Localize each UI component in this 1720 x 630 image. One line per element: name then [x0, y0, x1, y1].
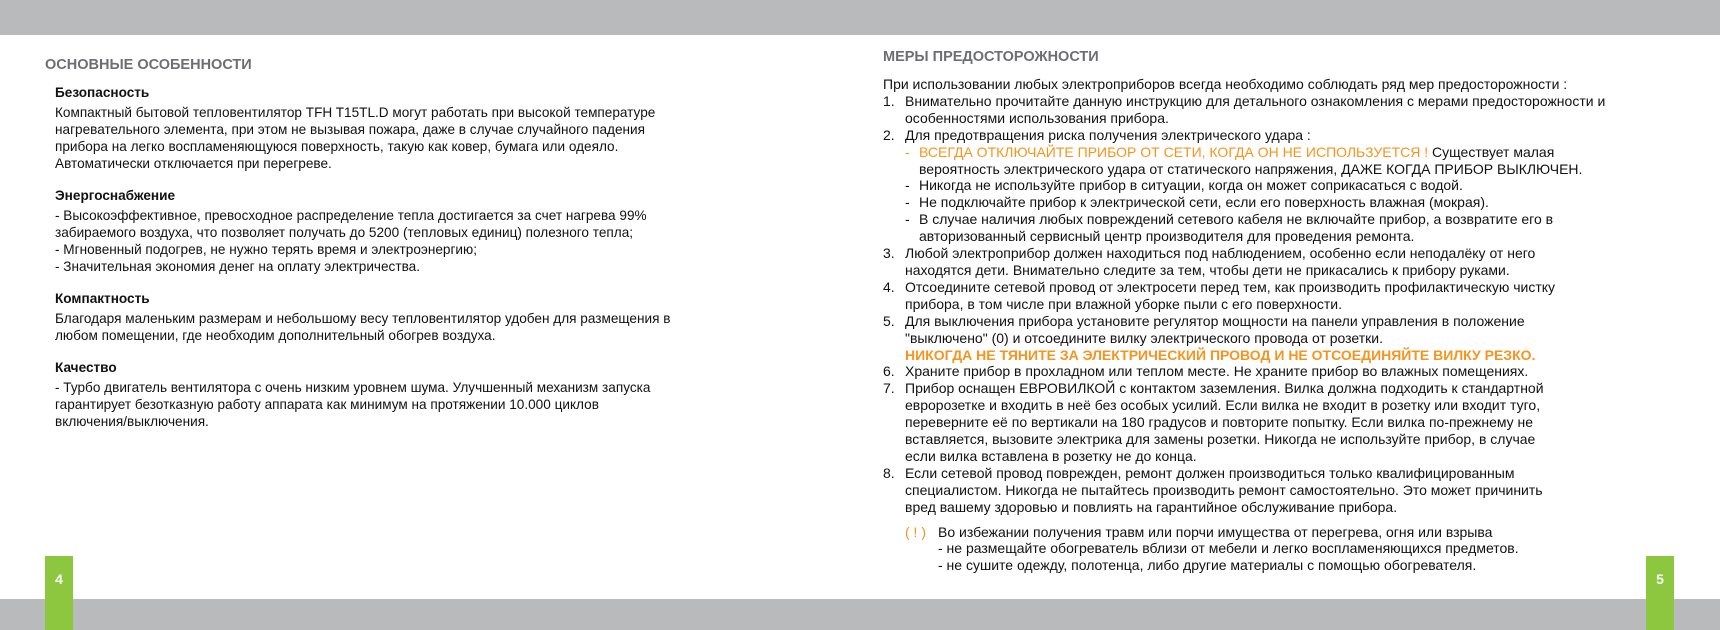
precaution-item	[883, 279, 1683, 313]
feature-line: - Значительная экономия денег на оплату электричества.	[55, 259, 420, 274]
item-line: "выключено" (0) и отсоедините вилку электрического провода от розетки.	[905, 329, 1384, 346]
sub-text: Существует малая	[1428, 143, 1555, 160]
warning-text: НИКОГДА НЕ ТЯНИТЕ ЗА ЭЛЕКТРИЧЕСКИЙ ПРОВОД И НЕ ОТСОЕДИНЯЙТЕ ВИЛКУ РЕЗКО.	[905, 346, 1536, 363]
item-line: Любой электроприбор должен находиться под наблюдением, особенно если неподалёку от него	[905, 245, 1536, 262]
item-line: вред вашему здоровью и повлиять на гарантийное обслуживание прибора.	[905, 498, 1398, 515]
item-line: переверните её по вертикали на 180 градусов и повторите попытку. Если вилка по-прежнему не	[905, 414, 1534, 431]
sub-text: вероятность электрического удара от статического напряжения, ДАЖЕ КОГДА ПРИБОР ВЫКЛЮЧЕН.	[919, 160, 1583, 177]
item-line: вставляется, вызовите электрика для замены розетки. Никогда не используйте прибор, в случае	[905, 431, 1536, 448]
feature-line: прибора на легко воспламеняющуюся поверхность, такую как ковер, бумага или одеяло.	[55, 139, 619, 154]
feature-line: - Высокоэффективное, превосходное распределение тепла достигается за счет нагрева 99%	[55, 208, 647, 223]
feature-compact	[55, 290, 753, 344]
feature-line: гарантирует безотказную работу аппарата как минимум на протяжении 10.000 циклов	[55, 397, 599, 412]
sub-item	[905, 144, 1683, 178]
precaution-item	[883, 127, 1683, 245]
feature-power	[55, 187, 753, 275]
sub-item	[905, 177, 1683, 194]
precaution-item	[883, 93, 1683, 127]
item-number: 3.	[883, 245, 895, 262]
right-page-title: МЕРЫ ПРЕДОСТОРОЖНОСТИ	[883, 49, 1099, 65]
item-number: 2.	[883, 126, 895, 143]
item-line: Храните прибор в прохладном или теплом месте. Не храните прибор во влажных помещениях.	[905, 363, 1529, 380]
features-column	[55, 84, 753, 445]
sub-text: Не подключайте прибор к электрической сети, если его поверхность влажная (мокрая).	[919, 194, 1489, 211]
item-line: находятся дети. Внимательно следите за тем, чтобы дети не прикасались к прибору руками.	[905, 261, 1510, 278]
feature-heading: Компактность	[55, 291, 150, 306]
item-line: если вилка вставлена в розетку не до конца.	[905, 447, 1197, 464]
page-number-right: 5	[1646, 556, 1674, 630]
item-line: специалистом. Никогда не пытайтесь производить ремонт самостоятельно. Это может причинить	[905, 481, 1543, 498]
feature-line: Автоматически отключается при перегреве.	[55, 156, 332, 171]
warning-icon: ( ! )	[905, 523, 926, 540]
precautions-intro: При использовании любых электроприборов всегда необходимо соблюдать ряд мер предосторожности :	[883, 76, 1568, 92]
item-line: особенностями использования прибора.	[905, 109, 1169, 126]
feature-line: включения/выключения.	[55, 414, 209, 429]
precaution-item	[883, 363, 1683, 380]
item-line: Внимательно прочитайте данную инструкцию для детального ознакомления с мерами предосторожности и	[905, 92, 1606, 109]
item-line: евророзетке и входить в неё без особых усилий. Если вилка не входит в розетку или входит туго,	[905, 397, 1541, 414]
warning-text: ВСЕГДА ОТКЛЮЧАЙТЕ ПРИБОР ОТ СЕТИ, КОГДА ОН НЕ ИСПОЛЬЗУЕТСЯ !	[919, 143, 1429, 160]
precaution-item	[883, 465, 1683, 516]
feature-heading: Безопасность	[55, 85, 150, 100]
dash-marker: -	[905, 211, 910, 228]
feature-line: Компактный бытовой тепловентилятор TFH T15TL.D могут работать при высокой температуре	[55, 105, 656, 120]
sub-text: В случае наличия любых повреждений сетевого кабеля не включайте прибор, а возвратите его в	[919, 211, 1554, 228]
item-number: 6.	[883, 363, 895, 380]
feature-heading: Энергоснабжение	[55, 188, 176, 203]
note-line: Во избежании получения травм или порчи имущества от перегрева, огня или взрыва	[938, 523, 1493, 540]
precaution-item	[883, 245, 1683, 279]
sub-item	[905, 194, 1683, 211]
left-page-title: ОСНОВНЫЕ ОСОБЕННОСТИ	[45, 57, 252, 73]
item-line: Прибор оснащен ЕВРОВИЛКОЙ с контактом заземления. Вилка должна подходить к стандартной	[905, 380, 1544, 397]
precautions-column	[883, 76, 1683, 574]
item-number: 5.	[883, 312, 895, 329]
sub-text: Никогда не используйте прибор в ситуации, когда он может соприкасаться с водой.	[919, 177, 1463, 194]
dash-marker: -	[905, 194, 910, 211]
item-line: Если сетевой провод поврежден, ремонт должен производиться только квалифицированным	[905, 464, 1515, 481]
item-line: Для выключения прибора установите регулятор мощности на панели управления в положение	[905, 312, 1525, 329]
item-number: 1.	[883, 92, 895, 109]
bottom-band	[0, 599, 1720, 630]
item-number: 4.	[883, 278, 895, 295]
item-line: Для предотвращения риска получения электрического удара :	[905, 126, 1311, 143]
sub-item	[905, 211, 1683, 245]
page-number-left: 4	[45, 556, 73, 630]
feature-quality	[55, 359, 753, 430]
feature-line: нагревательного элемента, при этом не вызывая пожара, даже в случае случайного падения	[55, 122, 645, 137]
item-line: прибора, в том числе при влажной уборке пыли с его поверхности.	[905, 295, 1343, 312]
feature-safety	[55, 84, 753, 172]
feature-line: любом помещении, где необходим дополнительный обогрев воздуха.	[55, 328, 496, 343]
feature-line: Благодаря маленьким размерам и небольшому весу тепловентилятор удобен для размещения в	[55, 311, 671, 326]
feature-line: - Мгновенный подогрев, не нужно терять время и электроэнергию;	[55, 242, 477, 257]
note-line: - не сушите одежду, полотенца, либо другие материалы с помощью обогревателя.	[938, 557, 1477, 574]
item-line: Отсоедините сетевой провод от электросети перед тем, как производить профилактическую чистку	[905, 278, 1556, 295]
top-band	[0, 0, 1720, 35]
dash-marker: -	[905, 177, 910, 194]
feature-heading: Качество	[55, 360, 117, 375]
item-number: 7.	[883, 380, 895, 397]
item-number: 8.	[883, 464, 895, 481]
dash-marker: -	[905, 143, 910, 160]
precaution-item	[883, 380, 1683, 465]
sub-text: авторизованный сервисный центр производителя для проведения ремонта.	[919, 228, 1415, 245]
caution-note	[905, 524, 1683, 575]
note-line: - не размещайте обогреватель вблизи от мебели и легко воспламеняющихся предметов.	[938, 540, 1519, 557]
feature-line: - Турбо двигатель вентилятора с очень низким уровнем шума. Улучшенный механизм запуска	[55, 380, 651, 395]
precaution-item	[883, 313, 1683, 364]
feature-line: забираемого воздуха, что позволяет получать до 5200 (тепловых единиц) полезного тепла;	[55, 225, 634, 240]
